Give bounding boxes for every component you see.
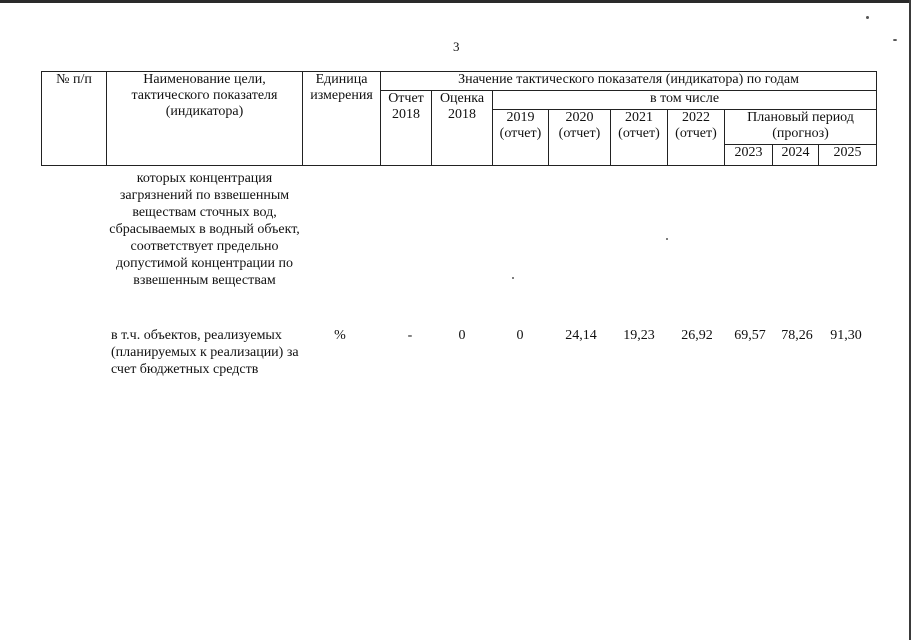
- indicator-name-part2: в т.ч. объектов, реализуемых (планируемых к реализации) за счет бюджетных средств: [111, 328, 299, 377]
- col-header-estimate-2018: Оценка 2018: [432, 91, 493, 166]
- indicator-table-header: [41, 71, 877, 166]
- scan-top-edge: [0, 0, 911, 3]
- scan-speck: [893, 39, 897, 41]
- col-header-2021: 2021 (отчет): [611, 110, 668, 166]
- value-2022: 26,92: [681, 328, 713, 343]
- col-header-2025: 2025: [819, 145, 877, 166]
- col-header-2022: 2022 (отчет): [668, 110, 725, 166]
- scan-speck: [512, 277, 514, 279]
- col-header-2024: 2024: [773, 145, 819, 166]
- scan-speck: [666, 238, 668, 240]
- col-header-values-by-year: Значение тактического показателя (индикатора) по годам: [381, 72, 877, 91]
- value-2019: 0: [516, 328, 524, 343]
- col-header-2020: 2020 (отчет): [549, 110, 611, 166]
- col-header-including: в том числе: [493, 91, 877, 110]
- value-unit: %: [334, 328, 346, 343]
- col-header-2023: 2023: [725, 145, 773, 166]
- value-report-2018: -: [407, 328, 413, 343]
- value-estimate-2018: 0: [458, 328, 466, 343]
- value-2023: 69,57: [734, 328, 766, 343]
- col-header-plan-period: Плановый период (прогноз): [725, 110, 877, 145]
- col-header-unit: Единица измерения: [303, 72, 381, 166]
- value-2024: 78,26: [781, 328, 813, 343]
- value-2025: 91,30: [830, 328, 862, 343]
- col-header-report-2018: Отчет 2018: [381, 91, 432, 166]
- page-number: 3: [453, 39, 460, 54]
- value-2021: 19,23: [623, 328, 655, 343]
- scan-speck: [866, 16, 869, 19]
- col-header-name: Наименование цели, тактического показателя (индикатора): [107, 72, 303, 166]
- col-header-num: № п/п: [42, 72, 107, 166]
- indicator-name-part1: которых концентрация загрязнений по взвешенным веществам сточных вод, сбрасываемых в водный объект, соответствует предельно допустимой концентрации по взвешенным веществам: [109, 171, 300, 288]
- value-2020: 24,14: [565, 328, 597, 343]
- col-header-2019: 2019 (отчет): [493, 110, 549, 166]
